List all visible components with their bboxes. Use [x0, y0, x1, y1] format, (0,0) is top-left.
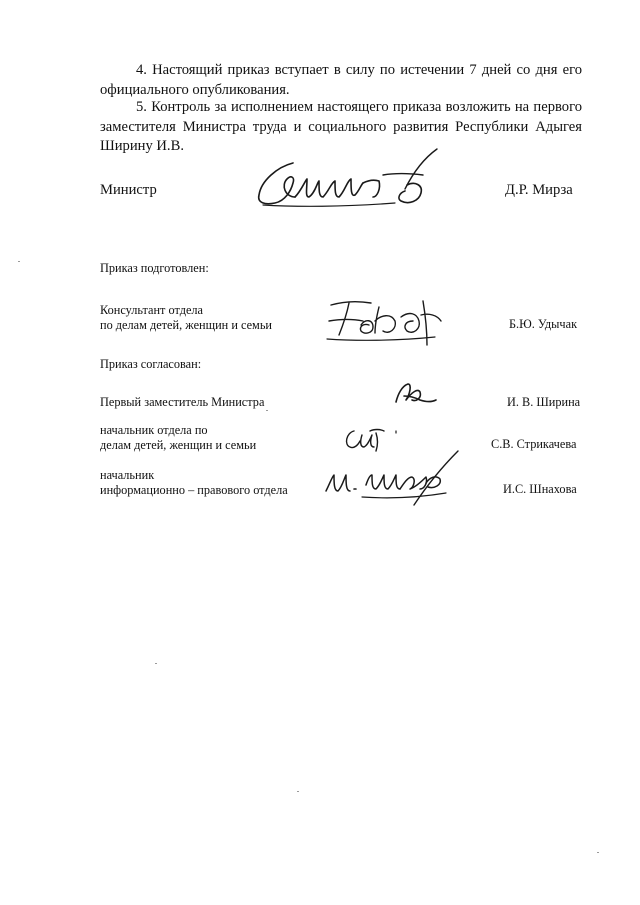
- minister-name: Д.Р. Мирза: [505, 182, 573, 198]
- prepared-signature: [325, 293, 455, 353]
- scan-speck: [155, 663, 157, 664]
- prepared-position-line-2: по делам детей, женщин и семьи: [100, 318, 273, 332]
- scan-speck: [266, 410, 268, 411]
- approver-3-signature: [322, 447, 472, 507]
- minister-position: Министр: [100, 182, 157, 198]
- scan-speck: [597, 852, 599, 853]
- paragraph-4: 4. Настоящий приказ вступает в силу по истечении 7 дней со дня его официального опубликования.: [100, 62, 582, 98]
- approver-3-position: [100, 468, 288, 498]
- scan-speck: [297, 791, 299, 792]
- approver-1-position: Первый заместитель Министра: [100, 395, 265, 409]
- prepared-position: [100, 303, 272, 333]
- approver-3-position-line-1: начальник: [100, 468, 155, 482]
- prepared-position-line-1: Консультант отдела: [100, 303, 204, 317]
- approver-2-position-line-2: делам детей, женщин и семьи: [100, 438, 257, 452]
- approver-1-name: И. В. Ширина: [507, 395, 581, 409]
- prepared-heading: Приказ подготовлен:: [100, 261, 209, 275]
- approver-1-signature: [390, 380, 440, 410]
- approver-2-name: С.В. Стрикачева: [491, 437, 577, 451]
- approved-heading: Приказ согласован:: [100, 357, 202, 371]
- scan-speck: [18, 261, 20, 262]
- minister-signature: [255, 145, 465, 220]
- prepared-name: Б.Ю. Удычак: [509, 317, 578, 331]
- approver-2-position: [100, 423, 256, 453]
- approver-2-position-line-1: начальник отдела по: [100, 423, 208, 437]
- approver-3-name: И.С. Шнахова: [503, 482, 577, 496]
- paragraph-5: 5. Контроль за исполнением настоящего приказа возложить на первого заместителя Министра труда и социального развития Республики Адыгея Ширину И.В.: [100, 99, 582, 154]
- approver-3-position-line-2: информационно – правового отдела: [100, 483, 288, 497]
